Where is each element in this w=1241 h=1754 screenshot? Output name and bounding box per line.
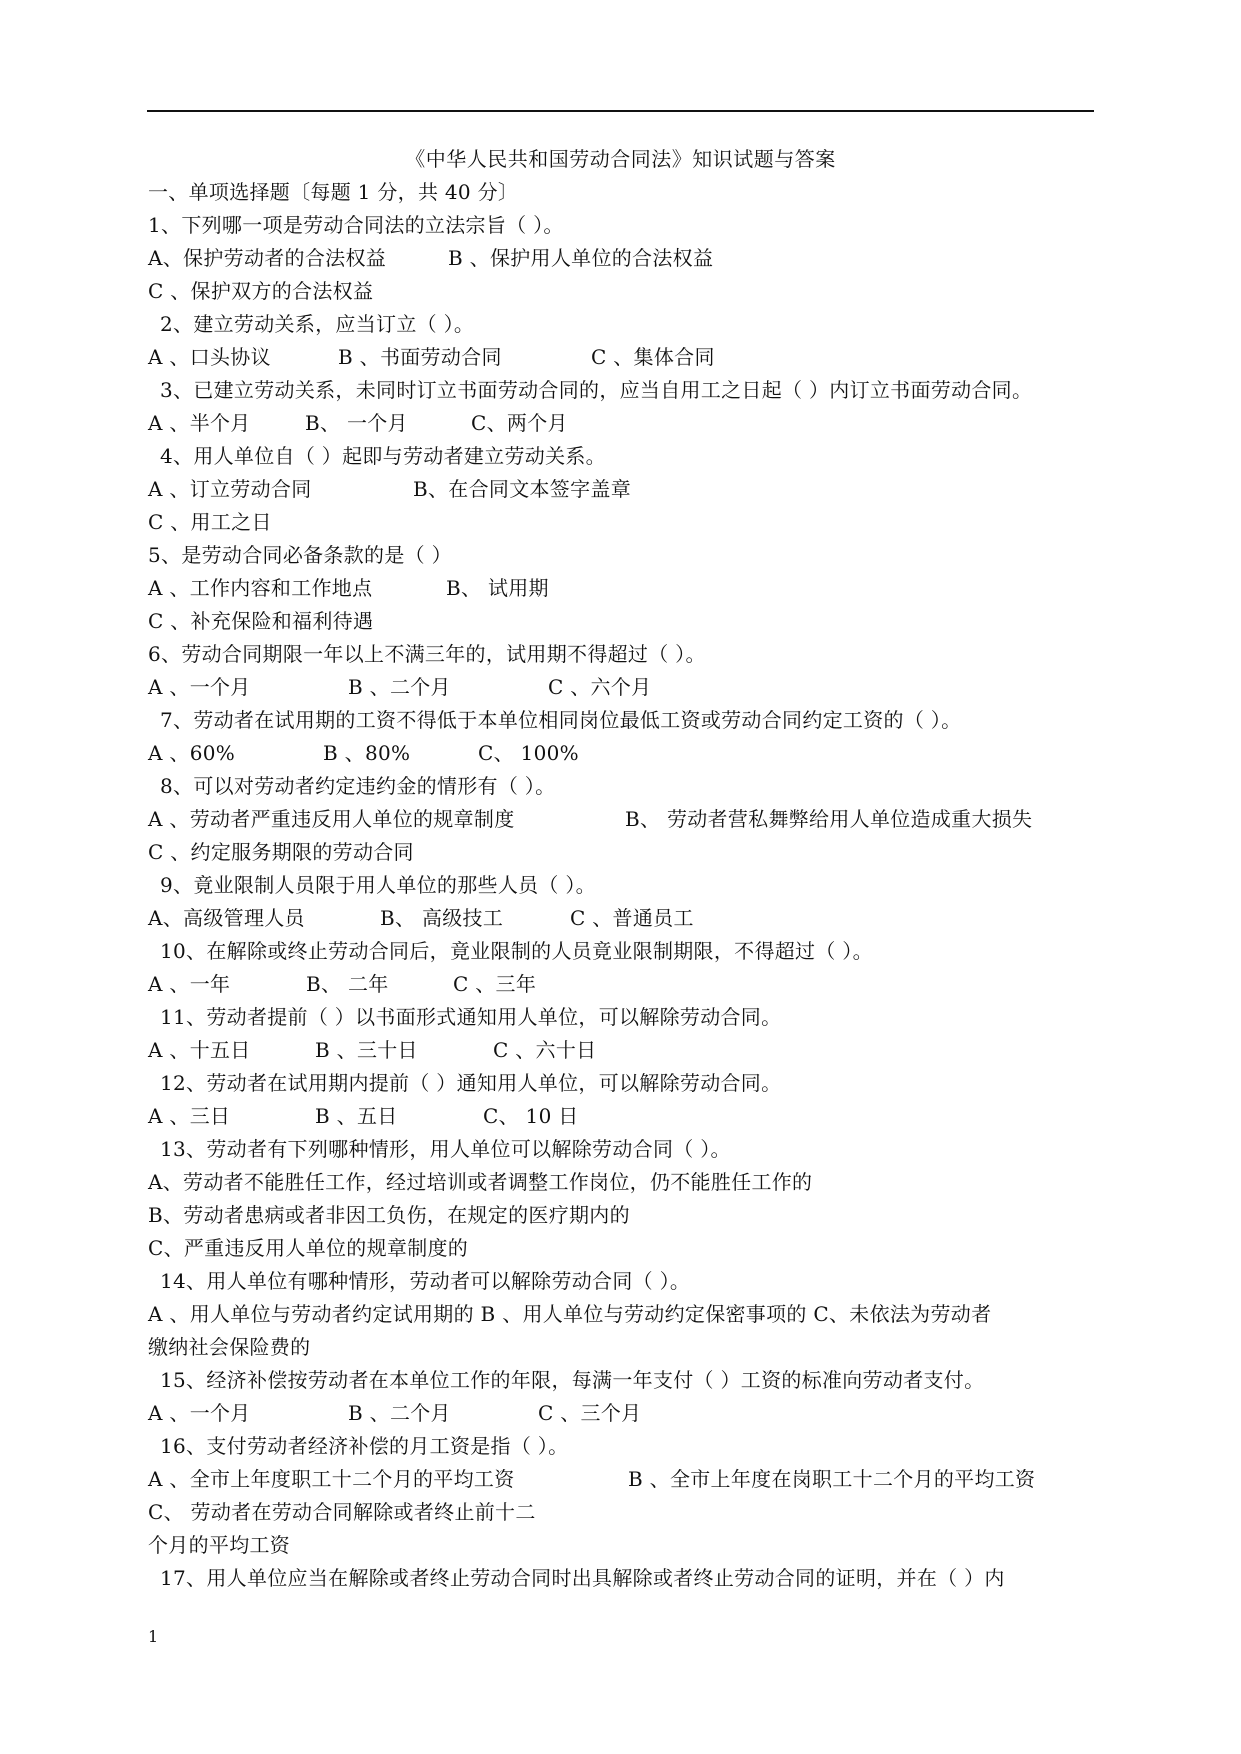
question-4-options-row1 [148,476,1098,502]
option-a: A 、60% [148,741,236,765]
option-a: A 、三日 [148,1104,231,1128]
option-b: B、 试用期 [446,576,549,600]
question-2: 2、建立劳动关系，应当订立（ ）。 [160,312,475,336]
option-b: B 、二个月 [348,1401,451,1425]
option-c: C、 10 日 [483,1104,579,1128]
option-a: A 、一个月 [148,1401,251,1425]
question-8: 8、可以对劳动者约定违约金的情形有（ ）。 [160,774,556,798]
option-c: C 、六十日 [493,1038,597,1062]
question-16-options-row1 [148,1466,1098,1492]
question-1-options-row1 [148,245,1098,271]
option-a: A 、全市上年度职工十二个月的平均工资 [148,1467,515,1491]
question-15: 15、经济补偿按劳动者在本单位工作的年限，每满一年支付（ ）工资的标准向劳动者支付。 [160,1368,985,1392]
question-2-options [148,344,1098,370]
option-c: C、严重违反用人单位的规章制度的 [148,1236,469,1260]
option-b: B、劳动者患病或者非因工负伤，在规定的医疗期内的 [148,1203,630,1227]
option-c: C 、三个月 [538,1401,642,1425]
option-b: B 、全市上年度在岗职工十二个月的平均工资 [628,1467,1036,1491]
option-a: A 、十五日 [148,1038,251,1062]
option-c: C 、普通员工 [570,906,694,930]
question-5-options-row1 [148,575,1098,601]
question-6: 6、劳动合同期限一年以上不满三年的，试用期不得超过（ ）。 [148,642,706,666]
option-b: B、 高级技工 [380,906,504,930]
option-c: C 、补充保险和福利待遇 [148,609,374,633]
section-heading: 一、单项选择题〔每题 1 分，共 40 分〕 [148,180,519,204]
option-a: A、劳动者不能胜任工作，经过培训或者调整工作岗位，仍不能胜任工作的 [148,1170,813,1194]
question-7-options [148,740,1098,766]
document-title: 《中华人民共和国劳动合同法》知识试题与答案 [405,147,836,171]
question-6-options [148,674,1098,700]
question-3-options [148,410,1098,436]
option-a: A 、劳动者严重违反用人单位的规章制度 [148,807,515,831]
option-a: A 、半个月 [148,411,251,435]
question-11: 11、劳动者提前（ ）以书面形式通知用人单位，可以解除劳动合同。 [160,1005,782,1029]
option-c: C 、集体合同 [591,345,715,369]
option-b: B、 劳动者营私舞弊给用人单位造成重大损失 [625,807,1033,831]
option-c: C、 100% [478,741,579,765]
option-a: A 、一年 [148,972,231,996]
question-12-options [148,1103,1098,1129]
question-9: 9、竟业限制人员限于用人单位的那些人员（ ）。 [160,873,596,897]
option-b: B 、保护用人单位的合法权益 [448,246,714,270]
question-1: 1、下列哪一项是劳动合同法的立法宗旨（ ）。 [148,213,564,237]
header-rule [147,110,1094,112]
question-16: 16、支付劳动者经济补偿的月工资是指（ ）。 [160,1434,569,1458]
option-a: A、保护劳动者的合法权益 [148,246,387,270]
option-a: A 、口头协议 [148,345,271,369]
option-b: B 、三十日 [315,1038,418,1062]
question-10-options [148,971,1098,997]
question-4: 4、用人单位自（ ）起即与劳动者建立劳动关系。 [160,444,606,468]
option-b: B 、二个月 [348,675,451,699]
option-a: A 、一个月 [148,675,251,699]
option-b: B 、五日 [315,1104,398,1128]
option-c: C 、三年 [453,972,537,996]
question-11-options [148,1037,1098,1063]
question-15-options [148,1400,1098,1426]
question-9-options [148,905,1098,931]
question-17: 17、用人单位应当在解除或者终止劳动合同时出具解除或者终止劳动合同的证明，并在（ ）内 [160,1566,1005,1590]
option-c: C 、约定服务期限的劳动合同 [148,840,414,864]
option-b: B、在合同文本签字盖章 [413,477,631,501]
question-7: 7、劳动者在试用期的工资不得低于本单位相同岗位最低工资或劳动合同约定工资的（ ）。 [160,708,962,732]
question-3: 3、已建立劳动关系，未同时订立书面劳动合同的，应当自用工之日起（ ）内订立书面劳动合同。 [160,378,1033,402]
option-b: B、 一个月 [305,411,408,435]
option-c: C 、保护双方的合法权益 [148,279,374,303]
option-c: C 、六个月 [548,675,652,699]
option-a: A、高级管理人员 [148,906,305,930]
option-b: B、 二年 [306,972,389,996]
option-c-cont: 个月的平均工资 [148,1533,291,1557]
question-12: 12、劳动者在试用期内提前（ ）通知用人单位，可以解除劳动合同。 [160,1071,782,1095]
option-a: A 、工作内容和工作地点 [148,576,373,600]
option-c: C、 劳动者在劳动合同解除或者终止前十二 [148,1500,536,1524]
question-14-options-cont: 缴纳社会保险费的 [148,1335,311,1359]
option-b: B 、书面劳动合同 [338,345,502,369]
option-c: C 、用工之日 [148,510,272,534]
question-5: 5、是劳动合同必备条款的是（ ） [148,543,452,567]
option-b: B 、80% [323,741,411,765]
question-14-options: A 、用人单位与劳动者约定试用期的 B 、用人单位与劳动约定保密事项的 C、未依法为劳动者 [148,1302,992,1326]
question-10: 10、在解除或终止劳动合同后，竟业限制的人员竟业限制期限，不得超过（ ）。 [160,939,873,963]
question-14: 14、用人单位有哪种情形，劳动者可以解除劳动合同（ ）。 [160,1269,691,1293]
option-a: A 、订立劳动合同 [148,477,312,501]
question-8-options-row1 [148,806,1098,832]
page-number: 1 [148,1627,159,1646]
option-c: C、两个月 [471,411,568,435]
question-13: 13、劳动者有下列哪种情形，用人单位可以解除劳动合同（ ）。 [160,1137,731,1161]
